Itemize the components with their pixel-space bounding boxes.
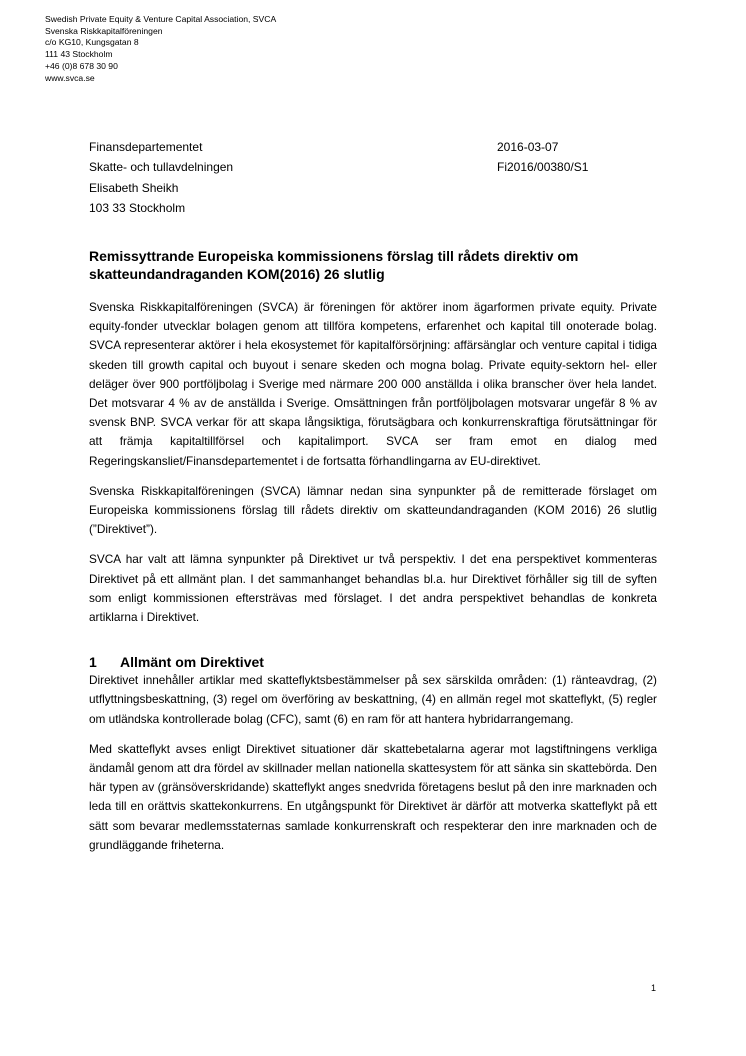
body-paragraph: Svenska Riskkapitalföreningen (SVCA) är föreningen för aktörer inom ägarformen private equity. Private equity-fonder utvecklar bolagen genom att tillföra kompetens, erfarenhet och kapital till onoterade bolag. SVCA representerar aktörer i hela ekosystemet för kapitalförsörjning: affärsänglar och venture capital i tidiga skeden till growth capital och buyout i senare skeden och mogna bolag. Private equity-sektorn hel- eller deläger över 900 portföljbolag i Sverige med närmare 200 000 anställda i olika branscher över hela landet. Det motsvarar 4 % av de anställda i Sverige. Omsättningen från portföljbolagen motsvarar ungefär 8 % av svensk BNP. SVCA verkar för att skapa långsiktiga, förutsägbara och konkurrenskraftiga förutsättningar för att främja kapitaltillförsel och kapitalimport. SVCA ser fram emot en dialog med Regeringskansliet/Finansdepartementet i de fortsatta förhandlingarna av EU-direktivet.: [89, 300, 657, 468]
recipient-line: Skatte- och tullavdelningen: [89, 160, 234, 175]
section-paragraph: Med skatteflykt avses enligt Direktivet situationer där skattebetalarna agerar mot lagstiftningens verkliga ändamål genom att dra fördel av skillnader mellan nationella skattesystem för att sänka sin skattebörda. Den här typen av (gränsöverskridande) skatteflykt anges snedvrida företagens beslut på den inre marknaden och leda till en orättvis skattekonkurrens. En utgångspunkt för Direktivet är därför att motverka skatteflykt på ett sätt som bevarar medlemsstaternas samlade konkurrenskraft och respekterar den inre marknaden och de grundläggande friheterna.: [89, 741, 657, 852]
sender-line: Svenska Riskkapitalföreningen: [45, 25, 163, 36]
letter-body: [89, 248, 657, 855]
section-number: 1: [89, 654, 97, 671]
sender-line: +46 (0)8 678 30 90: [45, 60, 118, 71]
sender-line: Swedish Private Equity & Venture Capital Association, SVCA: [45, 14, 277, 24]
sender-line: 111 43 Stockholm: [45, 49, 113, 60]
recipient-address: [89, 137, 233, 218]
letter-meta: [497, 137, 588, 178]
sender-line: c/o KG10, Kungsgatan 8: [45, 37, 139, 48]
section-paragraph: Direktivet innehåller artiklar med skatteflyktsbestämmelser på sex särskilda områden: (1) ränteavdrag, (2) utflyttningsbeskattning, (3) regel om överföring av beskattning, (4) en allmän regel mot skatteflykt, (5) regler om utländska kontrollerade bolag (CFC), samt (6) en ram för att hantera hybridarrangemang.: [89, 673, 657, 726]
section-heading: [89, 654, 657, 671]
body-paragraph: SVCA har valt att lämna synpunkter på Direktivet ur två perspektiv. I det ena perspektivet kommenteras Direktivet på ett allmänt plan. I det sammanhanget behandlas bl.a. hur Direktivet förhåller sig till de syften som enligt kommissionen eftersträvas med förslaget. I det andra perspektivet behandlas de konkreta artiklarna i Direktivet.: [89, 552, 657, 625]
section-title: Allmänt om Direktivet: [120, 654, 264, 671]
document-title: Remissyttrande Europeiska kommissionens förslag till rådets direktiv om skatteundandraganden KOM(2016) 26 slutlig: [89, 248, 579, 282]
page-number: 1: [651, 983, 657, 993]
body-paragraph: Svenska Riskkapitalföreningen (SVCA) lämnar nedan sina synpunkter på de remitterade förslaget om Europeiska kommissionens förslag till rådets direktiv om skatteundandraganden (KOM 2016) 26 slutlig (”Direktivet”).: [89, 483, 657, 537]
recipient-line: Finansdepartementet: [89, 140, 203, 154]
recipient-line: Elisabeth Sheikh: [89, 180, 179, 195]
recipient-line: 103 33 Stockholm: [89, 200, 186, 215]
reference-number: Fi2016/00380/S1: [497, 160, 589, 175]
sender-address: [45, 14, 276, 84]
letter-date: 2016-03-07: [497, 140, 559, 154]
sender-website: www.svca.se: [45, 72, 95, 83]
